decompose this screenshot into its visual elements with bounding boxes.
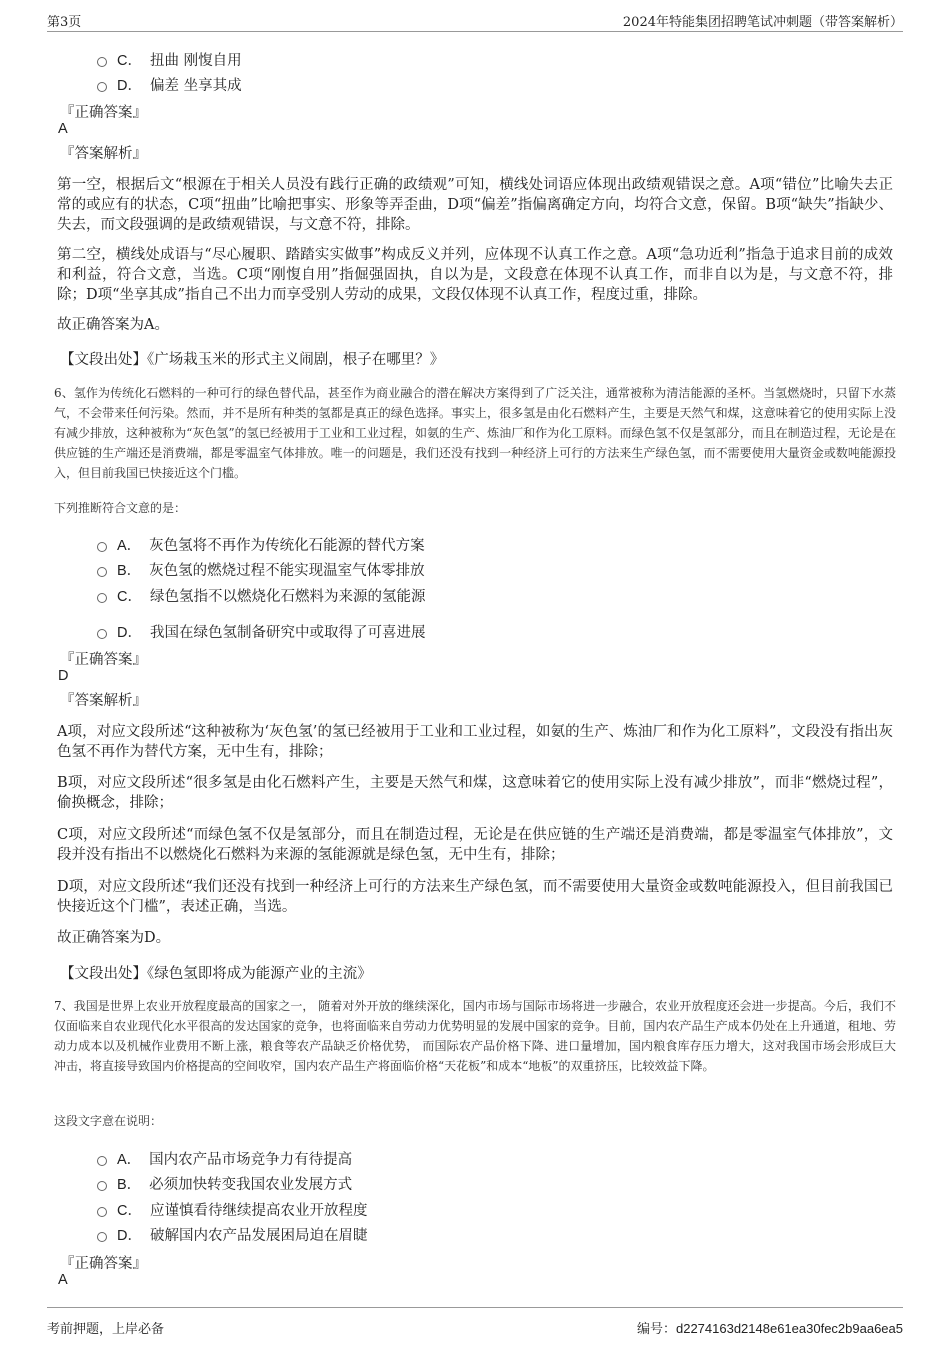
footer-slogan: 考前押题，上岸必备 [47, 1322, 165, 1337]
radio-icon[interactable] [97, 57, 107, 67]
answer-value: A [58, 1272, 68, 1288]
header-divider [47, 31, 903, 32]
analysis-conclusion: 故正确答案为D。 [57, 930, 171, 946]
answer-label: 『正确答案』 [60, 652, 147, 668]
q6-option-a[interactable]: A． 灰色氢将不再作为传统化石能源的替代方案 [97, 534, 425, 555]
source-citation: 【文段出处】《绿色氢即将成为能源产业的主流》 [60, 966, 372, 982]
radio-icon[interactable] [97, 1156, 107, 1166]
question-text: 6、氢作为传统化石燃料的一种可行的绿色替代品，甚至作为商业融合的潜在解决方案得到了广泛关注，通常被称为清洁能源的圣杯。当氢燃烧时，只留下水蒸气，不会带来任何污染。然而，并不是所有种类的氢都是真正的绿色选择。事实上，很多氢是由化石燃料产生，主要是天然气和煤，这意味着它的使用实际上没有减少排放，这种被称为“灰色氢”的氢已经被用于工业和工业过程，如氨的生产、炼油厂和作为化工原料。而绿色氢不仅是氢部分，而且在制造过程，无论是在供应链的生产端还是消费端，都是零温室气体排放。唯一的问题是，我们还没有找到一种经济上可行的方法来生产绿色氢，而不需要使用大量资金或数吨能源投入，但目前我国已快接近这个门槛。 [54, 386, 896, 480]
radio-icon[interactable] [97, 629, 107, 639]
analysis-paragraph: 第一空，根据后文“根源在于相关人员没有践行正确的政绩观”可知，横线处词语应体现出政绩观错误之意。A项“错位”比喻失去正常的或应有的状态，C项“扭曲”比喻把事实、形象等弄歪曲，D项“偏差”指偏离确定方向，均符合文意，保留。B项“缺失”指缺少、失去，而文段强调的是政绩观错误，与文意不符，排除。 [57, 177, 893, 233]
analysis-conclusion: 故正确答案为A。 [57, 317, 169, 333]
radio-icon[interactable] [97, 593, 107, 603]
q7-option-a[interactable]: A． 国内农产品市场竞争力有待提高 [97, 1148, 352, 1169]
radio-icon[interactable] [97, 1232, 107, 1242]
radio-icon[interactable] [97, 542, 107, 552]
footer-divider [47, 1307, 903, 1308]
analysis-paragraph: C项，对应文段所述“而绿色氢不仅是氢部分，而且在制造过程，无论是在供应链的生产端还是消费端，都是零温室气体排放”，文段并没有指出不以燃烧化石燃料为来源的氢能源就是绿色氢，无中生有，排除； [57, 827, 893, 863]
page-number: 第3页 [47, 15, 82, 30]
q7-option-b[interactable]: B． 必须加快转变我国农业发展方式 [97, 1173, 352, 1194]
page-header [0, 0, 950, 38]
radio-icon[interactable] [97, 1207, 107, 1217]
analysis-paragraph: D项，对应文段所述“我们还没有找到一种经济上可行的方法来生产绿色氢，而不需要使用大量资金或数吨能源投入，但目前我国已快接近这个门槛”，表述正确，当选。 [57, 879, 893, 915]
analysis-label: 『答案解析』 [60, 693, 147, 709]
q5-option-c[interactable]: C． 扭曲 刚愎自用 [97, 49, 242, 70]
radio-icon[interactable] [97, 82, 107, 92]
answer-value: D [58, 668, 69, 684]
radio-icon[interactable] [97, 567, 107, 577]
document-code: 编号：d2274163d2148e61ea30fec2b9aa6ea5 [636, 1321, 903, 1337]
page-footer [0, 1305, 950, 1345]
q6-option-c[interactable]: C． 绿色氢指不以燃烧化石燃料为来源的氢能源 [97, 585, 425, 606]
q6-option-d[interactable]: D． 我国在绿色氢制备研究中或取得了可喜进展 [97, 621, 425, 642]
analysis-paragraph: 第二空，横线处成语与“尽心履职、踏踏实实做事”构成反义并列，应体现不认真工作之意。A项“急功近利”指急于追求目前的成效和利益，符合文意，当选。C项“刚愎自用”指倔强固执，自以为是，文段意在体现不认真工作，而非自以为是，与文意不符，排除；D项“坐享其成”指自己不出力而享受别人劳动的成果，文段仅体现不认真工作，程度过重，排除。 [57, 247, 893, 303]
analysis-paragraph: B项，对应文段所述“很多氢是由化石燃料产生，主要是天然气和煤，这意味着它的使用实际上没有减少排放”，而非“燃烧过程”，偷换概念，排除； [57, 775, 893, 811]
answer-value: A [58, 121, 68, 137]
question-text: 7、我国是世界上农业开放程度最高的国家之一， 随着对外开放的继续深化，国内市场与国际市场将进一步融合，农业开放程度还会进一步提高。今后，我们不仅面临来自农业现代化水平很高的发达国家的竞争，也将面临来自劳动力优势明显的发展中国家的竞争。目前，国内农产品生产成本仍处在上升通道，租地、劳动力成本以及机械作业费用不断上涨，粮食等农产品缺乏价格优势， 而国际农产品价格下降、进口量增加，国内粮食库存压力增大，这对我国市场会形成巨大冲击，将直接导致国内价格提高的空间收窄，国内农产品生产将面临价格“天花板”和成本“地板”的双重挤压，比较效益下降。 [54, 999, 896, 1073]
q5-option-d[interactable]: D． 偏差 坐享其成 [97, 74, 242, 95]
radio-icon[interactable] [97, 1181, 107, 1191]
document-title: 2024年特能集团招聘笔试冲刺题（带答案解析） [622, 15, 903, 30]
source-citation: 【文段出处】《广场栽玉米的形式主义闹剧，根子在哪里？》 [60, 352, 445, 368]
question-stem: 下列推断符合文意的是： [54, 501, 187, 515]
analysis-label: 『答案解析』 [60, 146, 147, 162]
analysis-paragraph: A项，对应文段所述“这种被称为‘灰色氢’的氢已经被用于工业和工业过程，如氨的生产、炼油厂和作为化工原料”，文段没有指出灰色氢不再作为替代方案，无中生有，排除； [57, 724, 893, 760]
answer-label: 『正确答案』 [60, 105, 147, 121]
q7-option-c[interactable]: C． 应谨慎看待继续提高农业开放程度 [97, 1199, 367, 1220]
q6-option-b[interactable]: B． 灰色氢的燃烧过程不能实现温室气体零排放 [97, 559, 425, 580]
q7-option-d[interactable]: D． 破解国内农产品发展困局迫在眉睫 [97, 1224, 367, 1245]
question-stem: 这段文字意在说明： [54, 1114, 163, 1128]
answer-label: 『正确答案』 [60, 1256, 147, 1272]
